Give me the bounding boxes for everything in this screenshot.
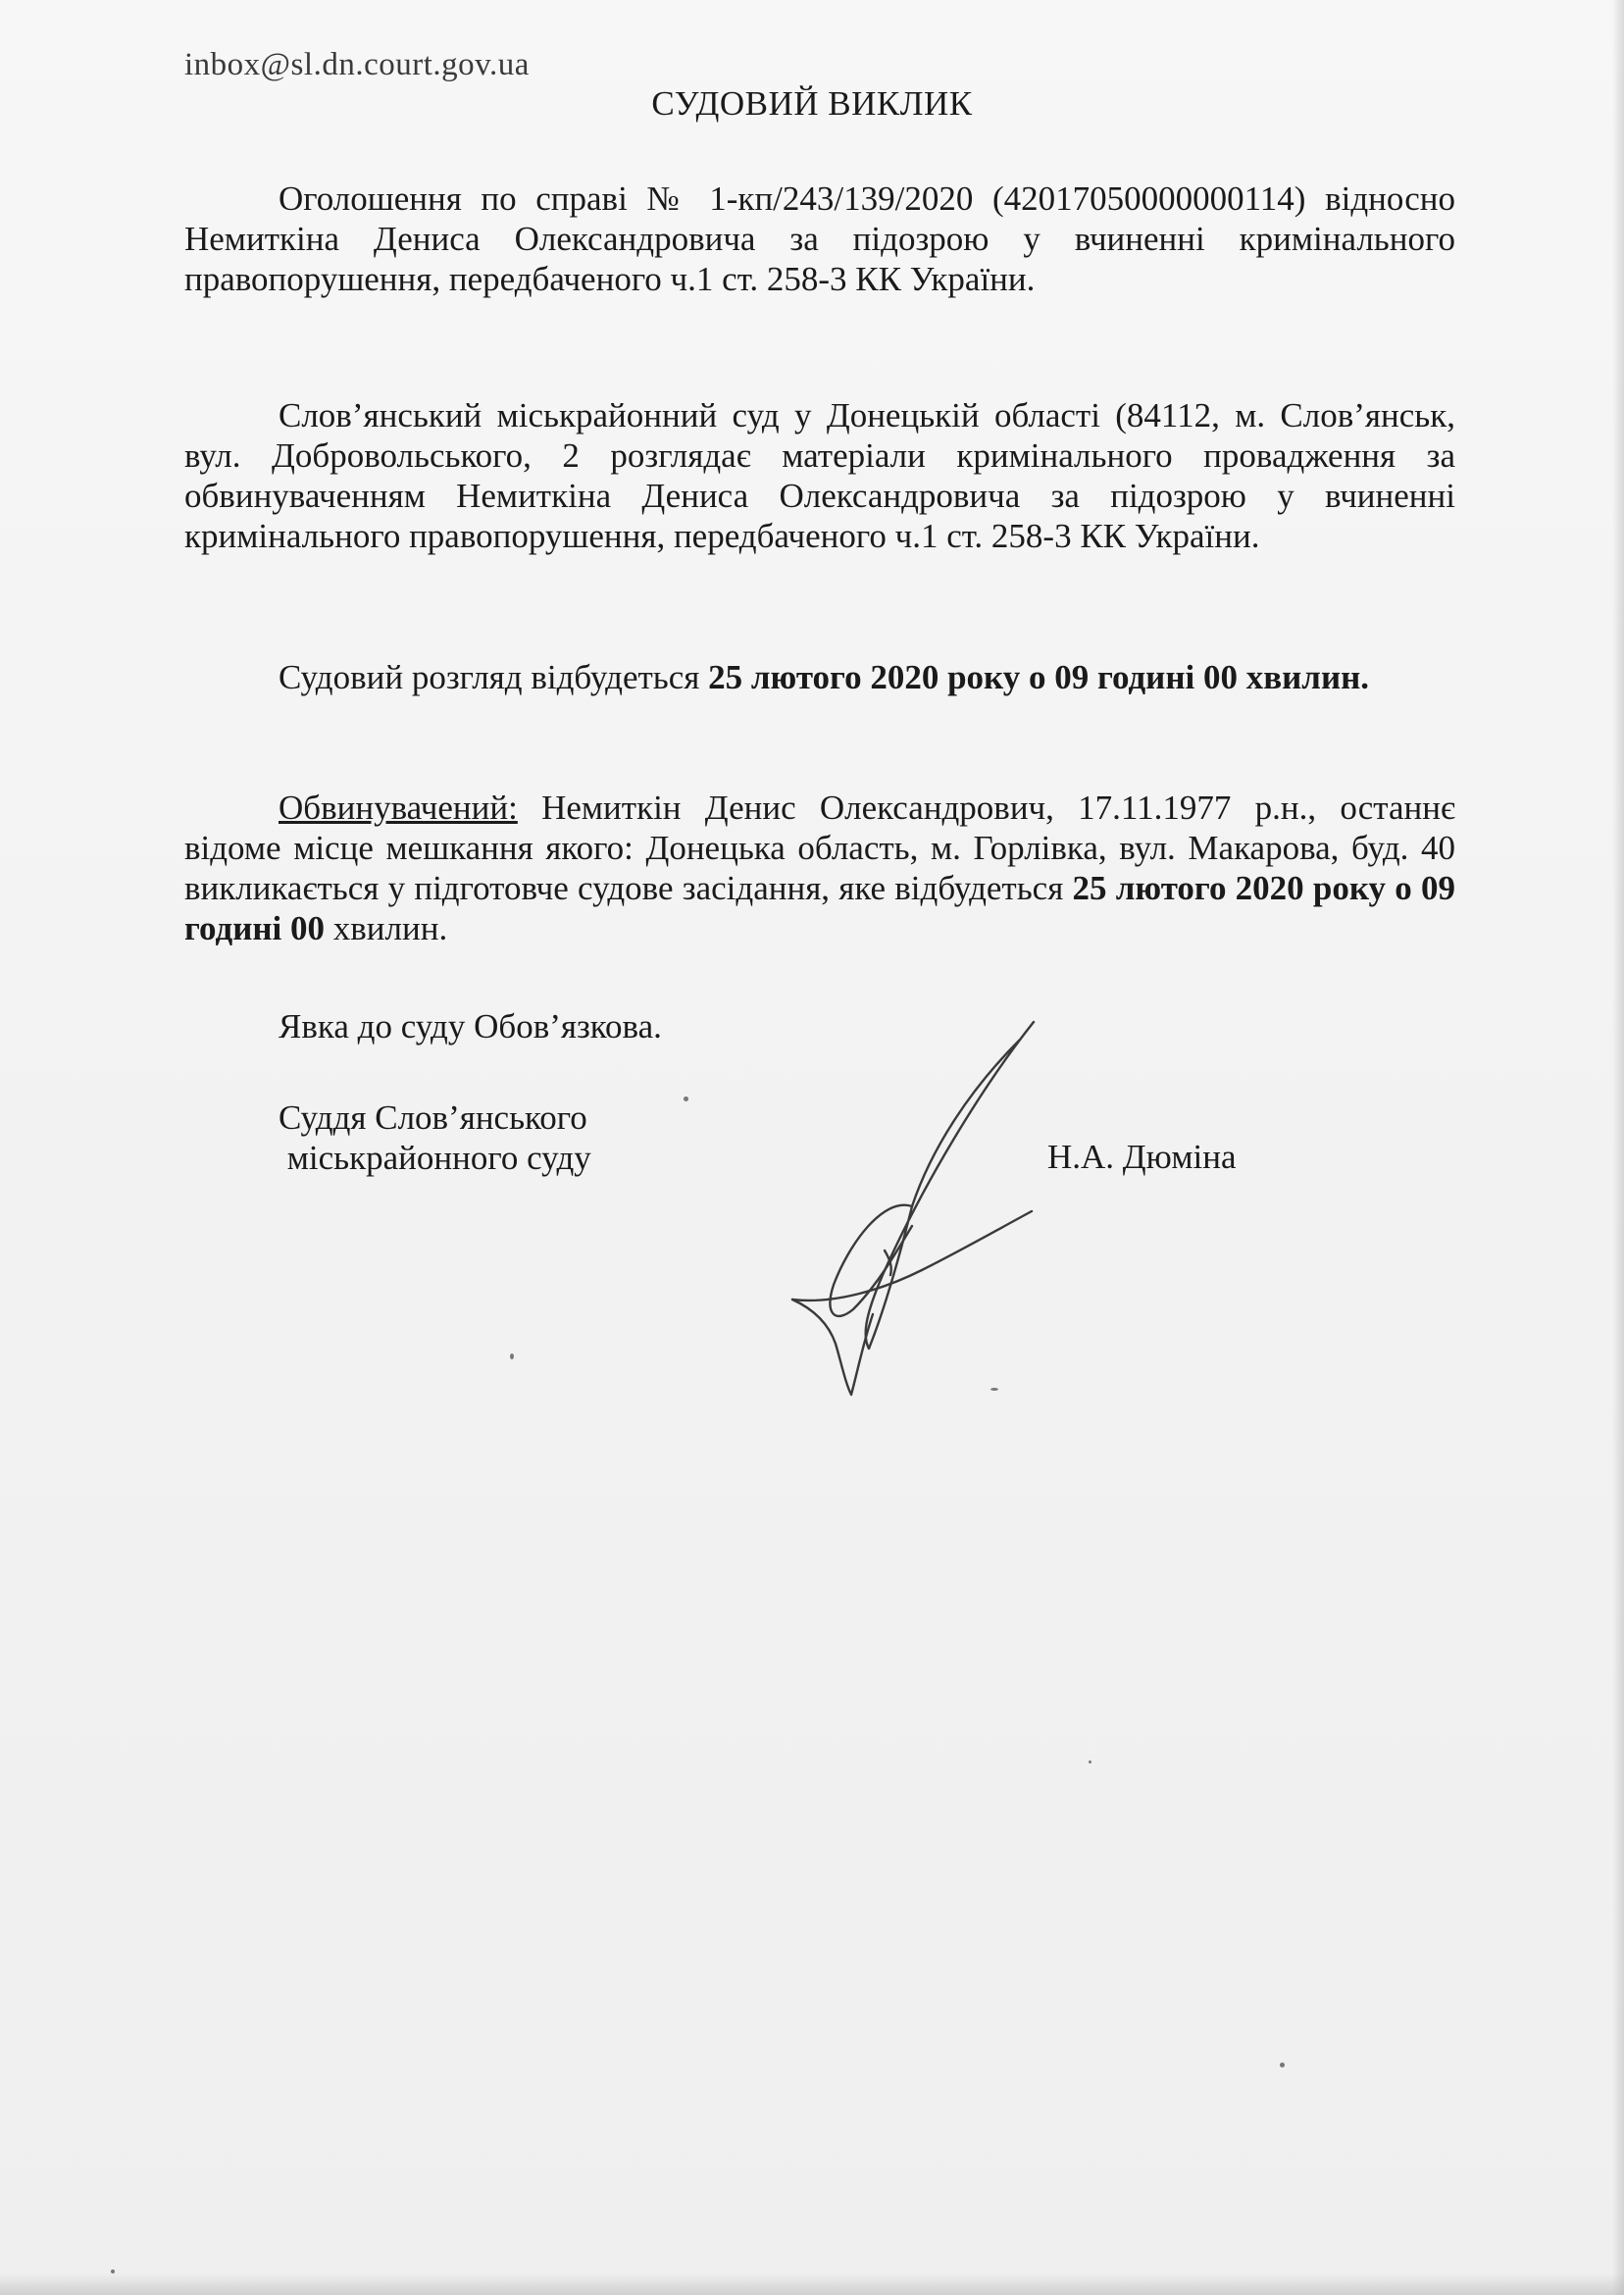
paragraph-case-announcement <box>184 178 1455 299</box>
paragraph-accused-info <box>184 788 1455 948</box>
scan-speck <box>1089 1760 1091 1763</box>
scan-speck <box>1280 2063 1285 2067</box>
document-title: СУДОВИЙ ВИКЛИК <box>651 84 973 123</box>
scan-speck <box>990 1388 998 1391</box>
hearing-prefix: Судовий розгляд відбудеться <box>279 658 709 696</box>
session-datetime: 25 лютого 2020 року о 09 годині 00 <box>184 869 1455 947</box>
handwritten-signature <box>775 1010 1069 1402</box>
page-edge-shadow-right <box>1612 0 1624 2295</box>
page-edge-shadow-bottom <box>0 2273 1624 2295</box>
court-email: inbox@sl.dn.court.gov.ua <box>184 47 530 82</box>
attendance-mandatory: Явка до суду Обов’язкова. <box>279 1007 662 1046</box>
judge-title <box>279 1097 591 1178</box>
paragraph-hearing-date <box>184 657 1455 697</box>
session-suffix: хвилин. <box>325 909 448 947</box>
paragraph-court-info-text: Слов’янський міськрайонний суд у Донецькій області (84112, м. Слов’янськ, вул. Добровольського, 2 розглядає матеріали кримінального провадження за обвинуваченням Немиткіна Дениса Олександровича за підозрою у вчиненні кримінального правопорушення, передбаченого ч.1 ст. 258-3 КК України. <box>184 396 1455 555</box>
paragraph-court-info <box>184 395 1455 556</box>
hearing-datetime: 25 лютого 2020 року о 09 годині 00 хвилин. <box>708 658 1370 696</box>
scan-speck <box>510 1353 514 1359</box>
paragraph-case-announcement-text: Оголошення по справі № 1-кп/243/139/2020 (42017050000000114) відносно Немиткіна Дениса Олександровича за підозрою у вчиненні кримінального правопорушення, передбаченого ч.1 ст. 258-3 КК України. <box>184 179 1455 298</box>
judge-title-line2: міськрайонного суду <box>279 1139 591 1177</box>
accused-label: Обвинувачений: <box>279 789 518 827</box>
judge-name: Н.А. Дюміна <box>1047 1138 1237 1176</box>
accused-details: Немиткін Денис Олександрович, 17.11.1977 р.н., останнє відоме місце мешкання якого: Донецька область, м. Горлівка, вул. Макарова, буд. 40 викликається у підготовче судове засідання, яке відбудеться <box>184 789 1455 907</box>
scan-speck <box>111 2270 115 2273</box>
scan-speck <box>684 1096 688 1101</box>
judge-title-line1: Суддя Слов’янського <box>279 1098 587 1137</box>
